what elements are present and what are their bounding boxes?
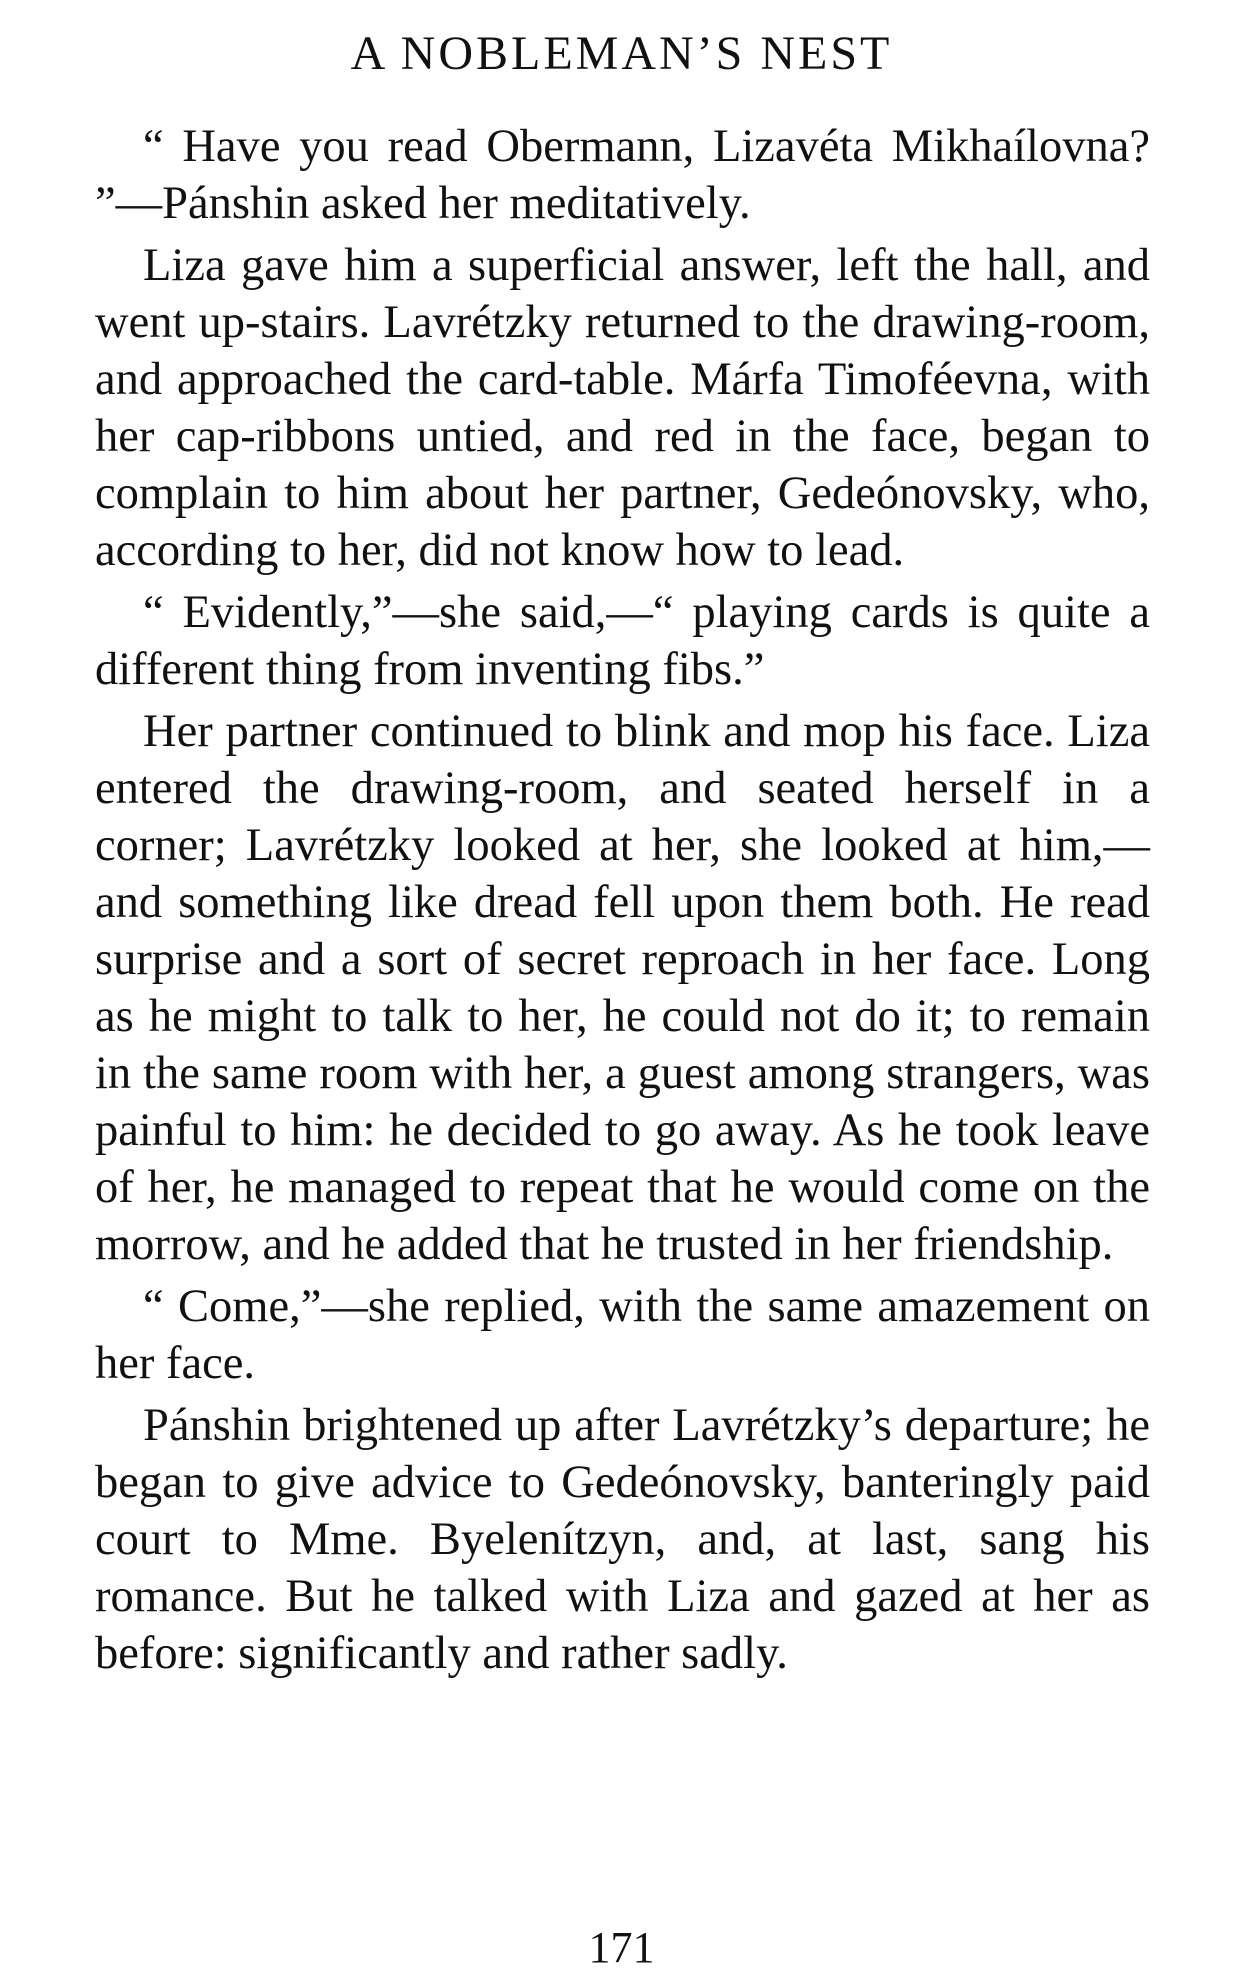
page-number: 171: [588, 1923, 655, 1972]
body-text: [95, 118, 1150, 1687]
paragraph: “ Have you read Obermann, Lizavéta Mikhaílovna? ”—Pánshin asked her meditatively.: [95, 121, 1150, 229]
paragraph: “ Evidently,”—she said,—“ playing cards is quite a different thing from inventing fibs.”: [95, 587, 1150, 695]
paragraph: Liza gave him a superficial answer, left the hall, and went up-stairs. Lavrétzky returned to the drawing-room, and approached the card-table. Márfa Timoféevna, with her cap-ribbons untied, and red in the face, began to complain to him about her partner, Gedeónovsky, who, according to her, did not know how to lead.: [95, 240, 1150, 576]
paragraph: Pánshin brightened up after Lavrétzky’s departure; he began to give advice to Gedeónovsky, banteringly paid court to Mme. Byelenítzyn, and, at last, sang his romance. But he talked with Liza and gazed at her as before: significantly and rather sadly.: [95, 1400, 1150, 1679]
running-title: A NOBLEMAN’S NEST: [350, 27, 893, 80]
paragraph: Her partner continued to blink and mop his face. Liza entered the drawing-room, and seated herself in a corner; Lavrétzky looked at her, she looked at him,—and something like dread fell upon them both. He read surprise and a sort of secret reproach in her face. Long as he might to talk to her, he could not do it; to remain in the same room with her, a guest among strangers, was painful to him: he decided to go away. As he took leave of her, he managed to repeat that he would come on the morrow, and he added that he trusted in her friendship.: [95, 706, 1150, 1270]
paragraph: “ Come,”—she replied, with the same amazement on her face.: [95, 1281, 1150, 1389]
